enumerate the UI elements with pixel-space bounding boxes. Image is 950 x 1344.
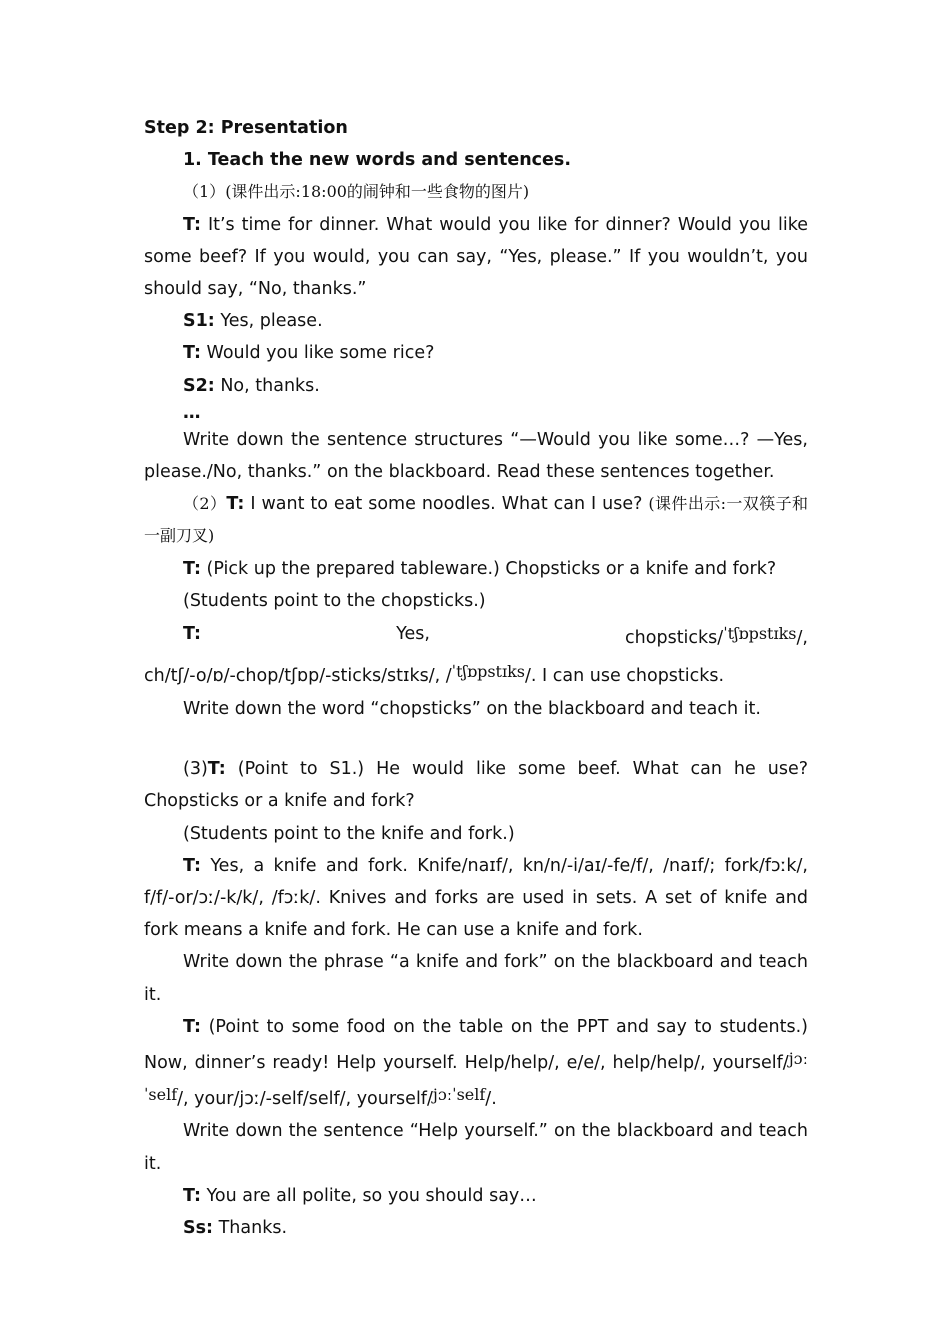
item-number: (3) xyxy=(183,759,208,780)
paragraph-3 xyxy=(144,753,808,817)
dialogue-teacher-1 xyxy=(144,209,808,306)
phonetic: ˈtʃɒpstɪks xyxy=(723,624,797,644)
line-text: (Point to S1.) He would like some beef. What can he use? Chopsticks or a knife and fork? xyxy=(144,759,808,812)
speaker: T: xyxy=(183,558,201,579)
paragraph-1 xyxy=(144,176,808,208)
dialogue-students xyxy=(144,1212,808,1244)
line-text: Yes, please. xyxy=(214,311,323,332)
phonetic: jɔːˈself xyxy=(144,1049,808,1105)
breakdown-end: /. I can use chopsticks. xyxy=(525,666,725,687)
dialogue-teacher-7 xyxy=(144,1180,808,1212)
speaker: T: xyxy=(183,214,201,235)
speaker: T: xyxy=(226,494,245,515)
step-heading: Step 2: Presentation xyxy=(144,118,348,138)
line-text: (Pick up the prepared tableware.) Chopsticks or a knife and fork? xyxy=(200,558,777,579)
speaker: S2: xyxy=(183,375,215,396)
speaker: T: xyxy=(183,343,201,364)
courseware-note: (课件出示:一双筷子和一副刀叉) xyxy=(144,494,808,546)
dialogue-student-2 xyxy=(144,370,808,402)
instruction-4: Write down the sentence “Help yourself.” on the blackboard and teach it. xyxy=(144,1121,808,1174)
speaker: Ss: xyxy=(183,1218,214,1239)
breakdown-text: ch/tʃ/-o/ɒ/-chop/tʃɒp/-sticks/stɪks/, / xyxy=(144,666,452,687)
speaker: T: xyxy=(207,759,226,780)
paragraph-2 xyxy=(144,488,808,552)
courseware-note: (课件出示:18:00的闹钟和一些食物的图片) xyxy=(225,182,530,202)
speaker: T: xyxy=(183,1185,201,1206)
speaker: T: xyxy=(183,624,201,645)
dialogue-teacher-4 xyxy=(144,617,808,655)
item-number: （1） xyxy=(183,182,226,202)
instruction-3: Write down the phrase “a knife and fork” on the blackboard and teach it. xyxy=(144,952,808,1005)
phonics-breakdown-1 xyxy=(144,655,808,693)
section-title: 1. Teach the new words and sentences. xyxy=(183,150,571,171)
line-text: I want to eat some noodles. What can I use? xyxy=(244,494,649,515)
speaker: T: xyxy=(183,855,201,876)
dialogue-teacher-5 xyxy=(144,850,808,947)
students-action-2: (Students point to the knife and fork.) xyxy=(183,823,515,844)
speaker: T: xyxy=(183,1016,201,1037)
word-end: /, xyxy=(796,628,808,649)
line-text: No, thanks. xyxy=(214,375,320,396)
students-action-1: (Students point to the chopsticks.) xyxy=(183,590,486,611)
dialogue-teacher-3 xyxy=(144,553,808,585)
line-text: (Point to some food on the table on the PPT and say to students.) Now, dinner’s ready! Help yourself. Help/help/, e/e/, help/help/, yourself/ xyxy=(144,1016,808,1074)
line-text: Yes, a knife and fork. Knife/naɪf/, kn/n/-i/aɪ/-fe/f/, /naɪf/; fork/fɔːk/, f/f/-or/ɔː/-k/k/, /fɔːk/. Knives and forks are used in sets. A set of knife and fork means a knife and fork. He can use a knife and fork. xyxy=(144,855,808,941)
line-yes: Yes, xyxy=(396,624,430,645)
instruction-1: Write down the sentence structures “—Would you like some…? —Yes, please./No, thanks.” on the blackboard. Read these sentences together. xyxy=(144,429,808,483)
item-number: （2） xyxy=(183,494,227,514)
ellipsis: … xyxy=(183,402,201,423)
word-text: chopsticks/ xyxy=(625,628,724,649)
dialogue-teacher-2 xyxy=(144,337,808,369)
line-text: It’s time for dinner. What would you like for dinner? Would you like some beef? If you would, you can say, “Yes, please.” If you wouldn’t, you should say, “No, thanks.” xyxy=(144,214,808,300)
line-text: Would you like some rice? xyxy=(200,343,435,364)
document-page xyxy=(144,112,808,1244)
instruction-2: Write down the word “chopsticks” on the blackboard and teach it. xyxy=(183,699,761,720)
line-text: Thanks. xyxy=(213,1218,288,1239)
line-text-2: /, your/jɔː/-self/self/, yourself/ xyxy=(177,1089,433,1110)
dialogue-student-1 xyxy=(144,305,808,337)
line-word xyxy=(625,617,808,655)
dialogue-teacher-6 xyxy=(144,1011,808,1116)
line-text: You are all polite, so you should say… xyxy=(200,1185,537,1206)
speaker: S1: xyxy=(183,311,215,332)
phonetic-2: jɔːˈself xyxy=(432,1085,486,1105)
blank-line xyxy=(144,725,808,753)
line-text-3: /. xyxy=(485,1089,497,1110)
phonetic: ˈtʃɒpstɪks xyxy=(451,662,525,682)
